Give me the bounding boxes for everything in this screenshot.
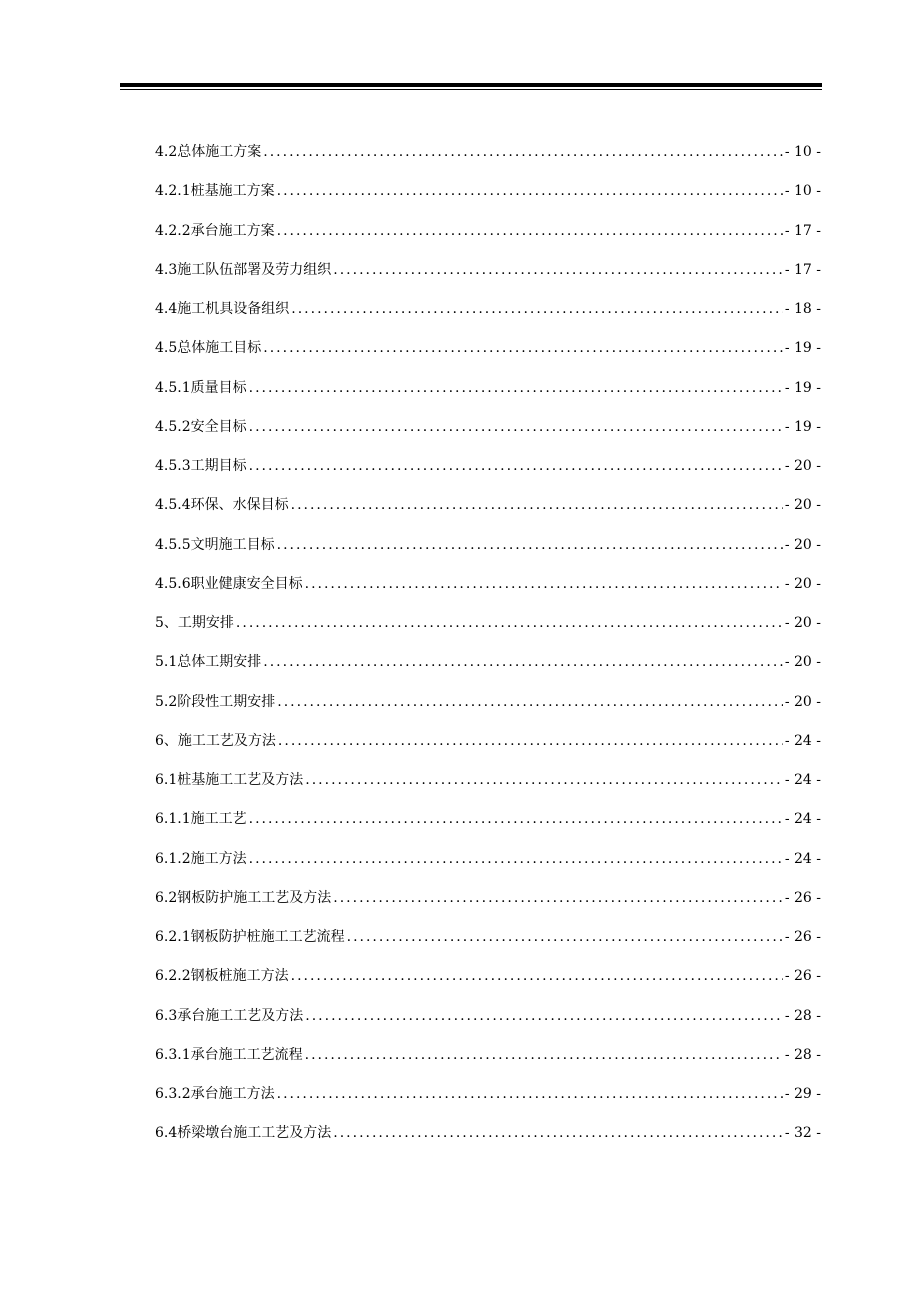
toc-entry-title: 6.3.2承台施工方法 — [155, 1086, 275, 1102]
toc-entry-page-number: - 26 - — [784, 889, 821, 906]
toc-entry-title: 5、工期安排 — [155, 615, 234, 631]
toc-dot-leader — [305, 1004, 783, 1028]
toc-entry[interactable] — [155, 964, 821, 1003]
toc-entry-title: 5.1总体工期安排 — [155, 654, 262, 671]
toc-entry-title: 4.5.2安全目标 — [155, 418, 247, 435]
toc-entry-page-number: - 28 - — [784, 1007, 821, 1024]
toc-entry-title: 6.3承台施工工艺及方法 — [155, 1007, 304, 1024]
toc-entry-title: 4.3施工队伍部署及劳力组织 — [155, 261, 332, 278]
toc-entry-page-number: - 10 - — [784, 183, 821, 200]
toc-entry-page-number: - 19 - — [784, 340, 821, 357]
toc-entry-page-number: - 20 - — [784, 693, 821, 710]
toc-entry[interactable] — [155, 297, 821, 336]
toc-dot-leader — [263, 650, 783, 674]
toc-entry[interactable] — [155, 179, 821, 218]
toc-entry-page-number: - 29 - — [784, 1086, 821, 1102]
toc-dot-leader — [333, 258, 783, 282]
toc-entry-page-number: - 20 - — [784, 575, 821, 592]
toc-entry[interactable] — [155, 886, 821, 925]
toc-entry-title: 6.1.2施工方法 — [155, 850, 247, 867]
toc-entry-title: 6.1桩基施工工艺及方法 — [155, 772, 304, 788]
toc-entry-title: 4.5.6职业健康安全目标 — [155, 575, 303, 592]
toc-entry-title: 6.1.1施工工艺 — [155, 811, 247, 828]
toc-entry-page-number: - 20 - — [784, 536, 821, 553]
toc-entry-page-number: - 20 - — [784, 654, 821, 671]
toc-entry-page-number: - 24 - — [784, 732, 821, 749]
toc-entry[interactable] — [155, 1082, 821, 1121]
toc-entry-page-number: - 24 - — [784, 772, 821, 788]
toc-dot-leader — [263, 336, 783, 360]
toc-dot-leader — [333, 1121, 783, 1145]
toc-entry[interactable] — [155, 847, 821, 886]
toc-dot-leader — [249, 454, 783, 478]
toc-entry[interactable] — [155, 493, 821, 532]
toc-entry-title: 4.5.5文明施工目标 — [155, 536, 275, 553]
toc-entry[interactable] — [155, 925, 821, 964]
toc-entry[interactable] — [155, 258, 821, 297]
toc-entry-title: 6.2.2钢板桩施工方法 — [155, 968, 289, 985]
toc-entry-page-number: - 18 - — [784, 301, 821, 317]
toc-entry-title: 5.2阶段性工期安排 — [155, 693, 276, 710]
toc-entry[interactable] — [155, 336, 821, 375]
toc-entry[interactable] — [155, 572, 821, 611]
toc-entry-title: 4.2.1桩基施工方案 — [155, 183, 275, 200]
toc-entry-page-number: - 19 - — [784, 379, 821, 396]
toc-dot-leader — [305, 768, 783, 792]
toc-dot-leader — [263, 140, 783, 164]
toc-dot-leader — [277, 690, 783, 714]
toc-dot-leader — [249, 847, 783, 871]
toc-dot-leader — [305, 572, 783, 596]
toc-entry-page-number: - 26 - — [784, 968, 821, 985]
toc-entry-page-number: - 28 - — [784, 1046, 821, 1063]
toc-dot-leader — [277, 533, 783, 557]
toc-entry-title: 4.5.3工期目标 — [155, 458, 247, 474]
toc-entry-title: 6、施工工艺及方法 — [155, 732, 276, 749]
toc-entry-page-number: - 19 - — [784, 418, 821, 435]
toc-entry-page-number: - 20 - — [784, 458, 821, 474]
toc-entry[interactable] — [155, 219, 821, 258]
toc-dot-leader — [236, 611, 783, 635]
header-rule-thin — [120, 89, 822, 90]
toc-dot-leader — [291, 493, 783, 517]
toc-entry-title: 6.2.1钢板防护桩施工工艺流程 — [155, 929, 345, 945]
toc-entry-title: 6.3.1承台施工工艺流程 — [155, 1046, 303, 1063]
toc-entry-title: 6.4桥梁墩台施工工艺及方法 — [155, 1125, 332, 1142]
toc-dot-leader — [249, 376, 783, 400]
toc-entry-page-number: - 24 - — [784, 811, 821, 828]
toc-entry[interactable] — [155, 454, 821, 493]
toc-entry[interactable] — [155, 1004, 821, 1043]
toc-entry-page-number: - 26 - — [784, 929, 821, 945]
toc-entry[interactable] — [155, 140, 821, 179]
toc-entry[interactable] — [155, 768, 821, 807]
toc-entry[interactable] — [155, 807, 821, 846]
toc-entry[interactable] — [155, 729, 821, 768]
toc-entry-title: 4.5总体施工目标 — [155, 340, 262, 357]
toc-entry[interactable] — [155, 415, 821, 454]
toc-dot-leader — [277, 179, 783, 203]
toc-dot-leader — [278, 729, 783, 753]
toc-entry-page-number: - 20 - — [784, 615, 821, 631]
toc-entry[interactable] — [155, 650, 821, 689]
toc-entry-page-number: - 17 - — [784, 261, 821, 278]
toc-entry-page-number: - 32 - — [784, 1125, 821, 1142]
toc-dot-leader — [347, 925, 783, 949]
toc-entry-title: 4.4施工机具设备组织 — [155, 301, 290, 317]
toc-entry-title: 4.5.1质量目标 — [155, 379, 247, 396]
toc-entry-title: 4.5.4环保、水保目标 — [155, 497, 289, 514]
toc-dot-leader — [333, 886, 783, 910]
toc-entry-page-number: - 24 - — [784, 850, 821, 867]
toc-entry[interactable] — [155, 1043, 821, 1082]
toc-dot-leader — [291, 297, 783, 321]
toc-dot-leader — [249, 415, 783, 439]
toc-entry[interactable] — [155, 376, 821, 415]
toc-entry[interactable] — [155, 690, 821, 729]
toc-entry-title: 4.2.2承台施工方案 — [155, 222, 275, 239]
toc-entry[interactable] — [155, 611, 821, 650]
toc-dot-leader — [249, 807, 783, 831]
toc-dot-leader — [291, 964, 783, 988]
toc-entry-title: 4.2总体施工方案 — [155, 144, 262, 160]
toc-entry-title: 6.2钢板防护施工工艺及方法 — [155, 889, 332, 906]
toc-entry-page-number: - 10 - — [784, 144, 821, 160]
toc-entry[interactable] — [155, 533, 821, 572]
toc-entry-page-number: - 17 - — [784, 222, 821, 239]
toc-dot-leader — [305, 1043, 783, 1067]
toc-dot-leader — [277, 1082, 783, 1106]
toc-entry[interactable] — [155, 1121, 821, 1160]
toc-entry-page-number: - 20 - — [784, 497, 821, 514]
table-of-contents — [155, 140, 821, 1161]
header-rule-thick — [120, 83, 822, 87]
toc-dot-leader — [277, 219, 783, 243]
